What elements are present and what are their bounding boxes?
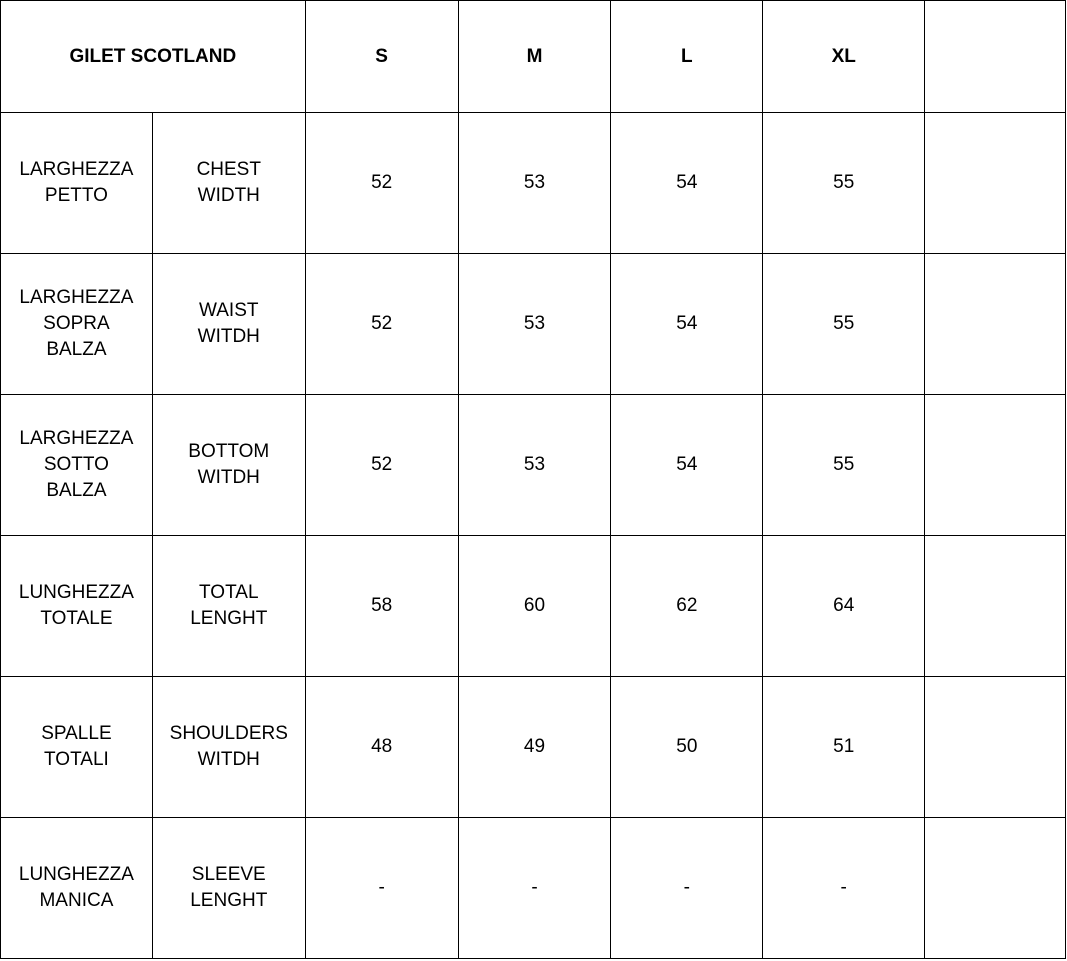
empty-cell xyxy=(925,254,1066,395)
row-label-italian: LARGHEZZA SOPRA BALZA xyxy=(1,254,153,395)
row-label-italian: LUNGHEZZA TOTALE xyxy=(1,536,153,677)
empty-cell xyxy=(925,395,1066,536)
value-cell: 58 xyxy=(305,536,458,677)
empty-cell xyxy=(925,677,1066,818)
value-cell: 62 xyxy=(611,536,763,677)
value-cell: 55 xyxy=(763,254,925,395)
row-label-italian: SPALLE TOTALI xyxy=(1,677,153,818)
value-cell: 53 xyxy=(458,113,611,254)
row-label-italian: LUNGHEZZA MANICA xyxy=(1,818,153,959)
value-cell: 54 xyxy=(611,113,763,254)
table-row xyxy=(1,536,1066,677)
value-cell: - xyxy=(763,818,925,959)
value-cell: 64 xyxy=(763,536,925,677)
value-cell: - xyxy=(458,818,611,959)
size-header-empty xyxy=(925,1,1066,113)
header-row xyxy=(1,1,1066,113)
row-label-english: WAIST WITDH xyxy=(152,254,305,395)
size-header-xl: XL xyxy=(763,1,925,113)
value-cell: 60 xyxy=(458,536,611,677)
value-cell: 53 xyxy=(458,395,611,536)
table-row xyxy=(1,818,1066,959)
row-label-italian: LARGHEZZA SOTTO BALZA xyxy=(1,395,153,536)
value-cell: 54 xyxy=(611,254,763,395)
empty-cell xyxy=(925,818,1066,959)
table-title: GILET SCOTLAND xyxy=(1,1,306,113)
row-label-english: CHEST WIDTH xyxy=(152,113,305,254)
value-cell: 55 xyxy=(763,113,925,254)
value-cell: 50 xyxy=(611,677,763,818)
value-cell: - xyxy=(305,818,458,959)
row-label-english: TOTAL LENGHT xyxy=(152,536,305,677)
row-label-english: SHOULDERS WITDH xyxy=(152,677,305,818)
empty-cell xyxy=(925,536,1066,677)
table-row xyxy=(1,677,1066,818)
value-cell: 54 xyxy=(611,395,763,536)
size-header-m: M xyxy=(458,1,611,113)
value-cell: 52 xyxy=(305,113,458,254)
value-cell: 51 xyxy=(763,677,925,818)
size-header-l: L xyxy=(611,1,763,113)
row-label-english: SLEEVE LENGHT xyxy=(152,818,305,959)
value-cell: 48 xyxy=(305,677,458,818)
value-cell: 53 xyxy=(458,254,611,395)
table-row xyxy=(1,113,1066,254)
size-header-s: S xyxy=(305,1,458,113)
empty-cell xyxy=(925,113,1066,254)
value-cell: 52 xyxy=(305,254,458,395)
value-cell: - xyxy=(611,818,763,959)
value-cell: 55 xyxy=(763,395,925,536)
table-row xyxy=(1,254,1066,395)
value-cell: 49 xyxy=(458,677,611,818)
value-cell: 52 xyxy=(305,395,458,536)
row-label-italian: LARGHEZZA PETTO xyxy=(1,113,153,254)
row-label-english: BOTTOM WITDH xyxy=(152,395,305,536)
table-row xyxy=(1,395,1066,536)
